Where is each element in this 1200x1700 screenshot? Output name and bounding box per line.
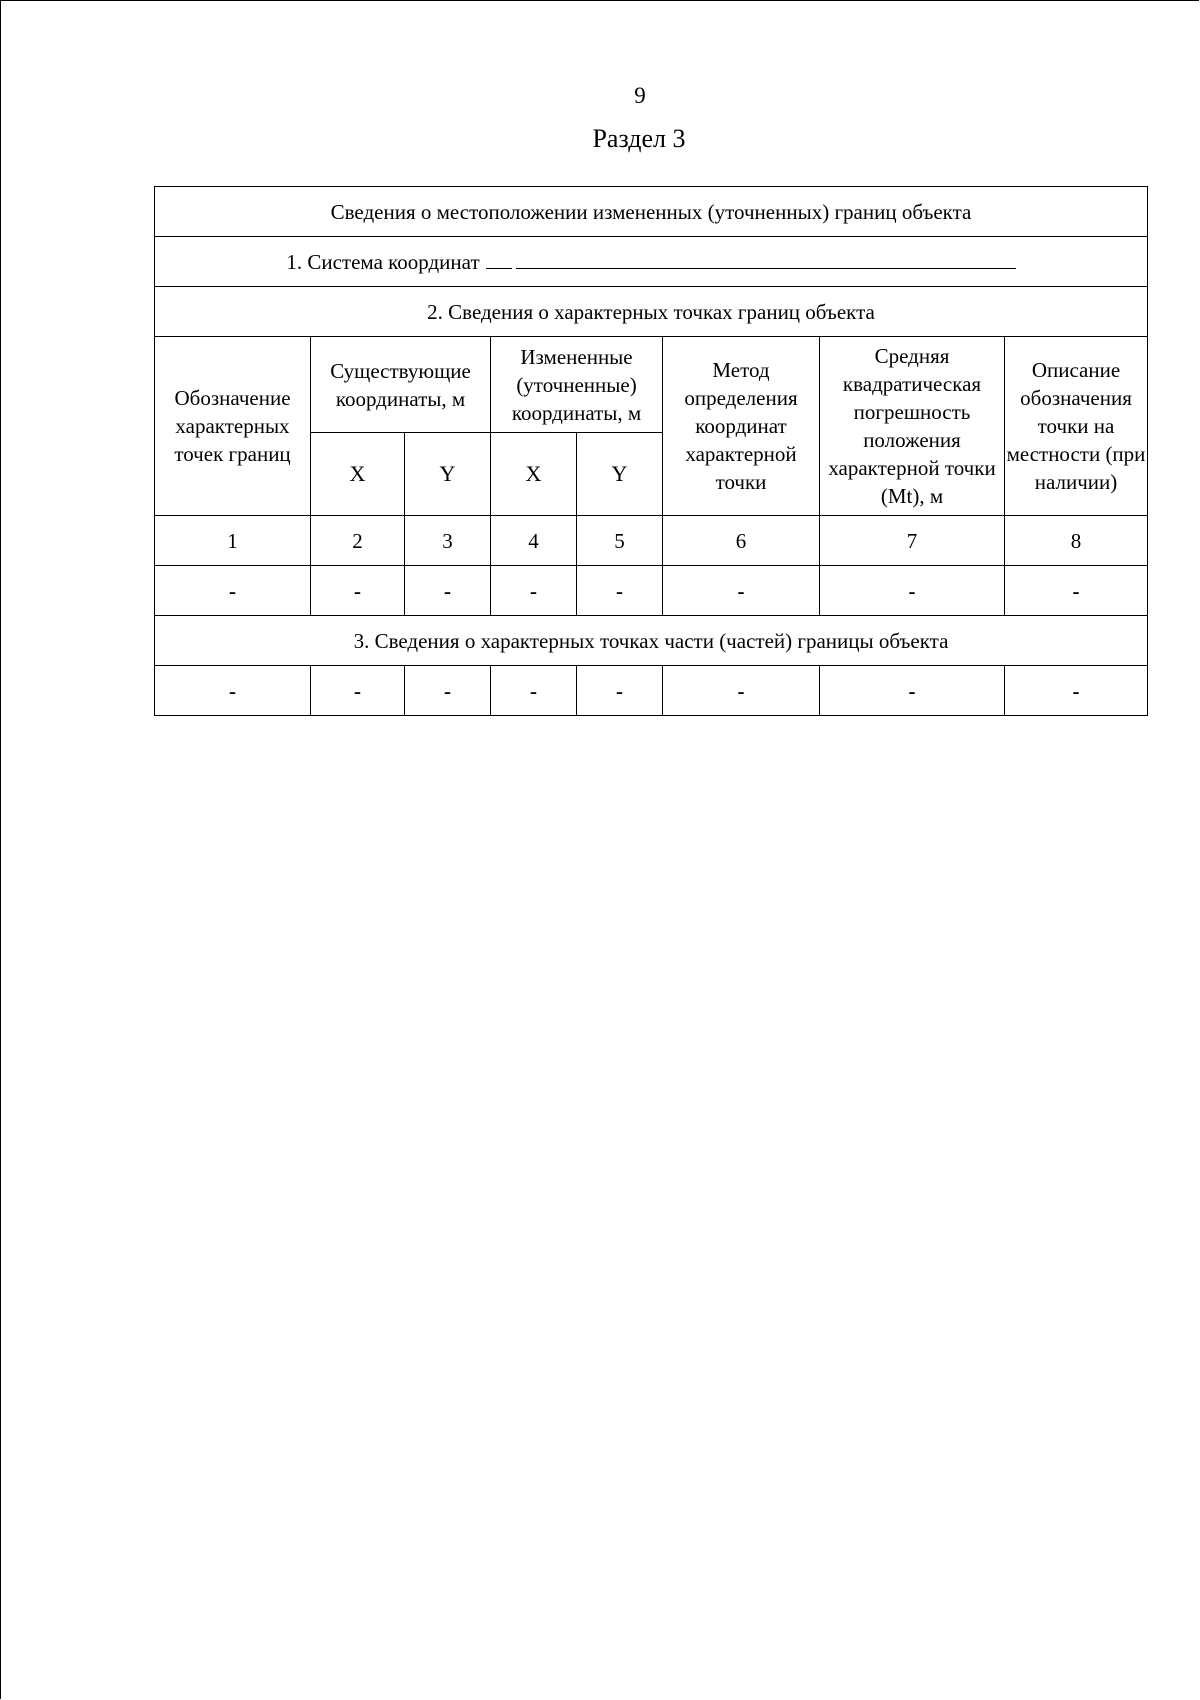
header-existing-coordinates: Существующие координаты, м (311, 337, 491, 433)
header-point-designation: Обозначение характерных точек границ (155, 337, 311, 516)
column-number: 1 (155, 516, 311, 566)
column-number-row (155, 516, 1148, 566)
header-changed-coordinates: Измененные (уточненные) координаты, м (491, 337, 663, 433)
column-number: 6 (663, 516, 820, 566)
table-cell: - (1005, 566, 1148, 616)
column-number: 7 (820, 516, 1005, 566)
column-number: 2 (311, 516, 405, 566)
header-changed-x: X (491, 433, 577, 516)
table-cell: - (155, 566, 311, 616)
column-number: 4 (491, 516, 577, 566)
coordinate-system-short-blank (486, 250, 512, 269)
page-number: 9 (634, 83, 646, 108)
coordinate-system-blank (516, 250, 1016, 269)
table-cell: - (820, 666, 1005, 716)
coordinate-system-label: 1. Система координат (286, 249, 480, 274)
table-cell: - (311, 566, 405, 616)
table-row (155, 566, 1148, 616)
table-cell: - (663, 566, 820, 616)
table-title: Сведения о местоположении измененных (уточненных) границ объекта (155, 187, 1148, 237)
column-number: 3 (405, 516, 491, 566)
table-cell: - (1005, 666, 1148, 716)
table-cell: - (577, 666, 663, 716)
boundary-table (154, 186, 1148, 716)
header-method: Метод определения координат характерной точки (663, 337, 820, 516)
header-changed-y: Y (577, 433, 663, 516)
table-cell: - (491, 666, 577, 716)
header-existing-x: X (311, 433, 405, 516)
column-number: 8 (1005, 516, 1148, 566)
points-section-label: 2. Сведения о характерных точках границ объекта (155, 287, 1148, 337)
header-point-description: Описание обозначения точки на местности (при наличии) (1005, 337, 1148, 516)
table-cell: - (820, 566, 1005, 616)
table-cell: - (311, 666, 405, 716)
header-existing-y: Y (405, 433, 491, 516)
part-section-label: 3. Сведения о характерных точках части (частей) границы объекта (155, 616, 1148, 666)
table-cell: - (405, 566, 491, 616)
column-number: 5 (577, 516, 663, 566)
table-row (155, 666, 1148, 716)
section-title: Раздел 3 (592, 124, 686, 153)
table-cell: - (491, 566, 577, 616)
table-cell: - (155, 666, 311, 716)
coordinate-system-row (155, 237, 1148, 287)
table-cell: - (663, 666, 820, 716)
table-cell: - (405, 666, 491, 716)
table-cell: - (577, 566, 663, 616)
header-mean-square-error: Средняя квадратическая погрешность положения характерной точки (Mt), м (820, 337, 1005, 516)
